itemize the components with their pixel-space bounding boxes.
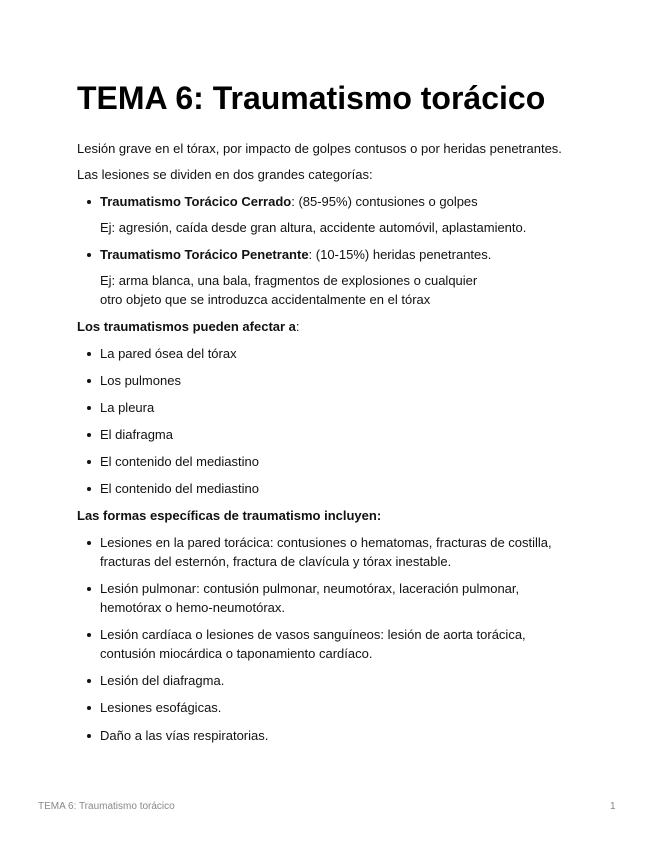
bullet-icon <box>87 487 91 491</box>
list-item: Lesión pulmonar: contusión pulmonar, neumotórax, laceración pulmonar, <box>100 581 520 596</box>
list-item: Los pulmones <box>100 373 181 388</box>
bullet-icon <box>87 460 91 464</box>
list-item: Lesión cardíaca o lesiones de vasos sanguíneos: lesión de aorta torácica, <box>100 627 526 642</box>
list-item: El contenido del mediastino <box>100 481 259 496</box>
bullet-icon <box>87 433 91 437</box>
category-example: Ej: arma blanca, una bala, fragmentos de explosiones o cualquier <box>100 273 478 288</box>
bullet-icon <box>87 352 91 356</box>
list-item-continuation: fracturas del esternón, fractura de clavícula y tórax inestable. <box>100 554 452 569</box>
bullet-icon <box>87 587 91 591</box>
bullet-icon <box>87 633 91 637</box>
category-desc: : (10-15%) heridas penetrantes. <box>308 247 492 262</box>
bullet-icon <box>87 379 91 383</box>
list-item: Lesiones en la pared torácica: contusiones o hematomas, fracturas de costilla, <box>100 535 552 550</box>
bullet-icon <box>87 253 91 257</box>
list-item-continuation: hemotórax o hemo-neumotórax. <box>100 600 285 615</box>
forms-heading: Las formas específicas de traumatismo incluyen: <box>77 508 382 523</box>
category-item-closed <box>100 192 478 211</box>
footer-title: TEMA 6: Traumatismo torácico <box>38 801 175 812</box>
category-example: Ej: agresión, caída desde gran altura, accidente automóvil, aplastamiento. <box>100 220 527 235</box>
page-title: TEMA 6: Traumatismo torácico <box>77 80 546 116</box>
bullet-icon <box>87 679 91 683</box>
list-item: La pleura <box>100 400 155 415</box>
list-item: Lesión del diafragma. <box>100 673 225 688</box>
bullet-icon <box>87 200 91 204</box>
category-name: Traumatismo Torácico Cerrado <box>100 194 292 209</box>
bullet-icon <box>87 734 91 738</box>
affect-heading: Los traumatismos pueden afectar a: <box>77 319 300 334</box>
list-item: La pared ósea del tórax <box>100 346 237 361</box>
list-item-continuation: contusión miocárdica o taponamiento cardíaco. <box>100 646 373 661</box>
list-item: El diafragma <box>100 427 173 442</box>
bullet-icon <box>87 541 91 545</box>
category-example: otro objeto que se introduzca accidentalmente en el tórax <box>100 292 431 307</box>
list-item: Lesiones esofágicas. <box>100 700 222 715</box>
category-name: Traumatismo Torácico Penetrante <box>100 247 309 262</box>
bullet-icon <box>87 406 91 410</box>
categories-intro: Las lesiones se dividen en dos grandes categorías: <box>77 167 373 182</box>
category-item-penetrating <box>100 245 491 264</box>
list-item: El contenido del mediastino <box>100 454 259 469</box>
bullet-icon <box>87 706 91 710</box>
category-desc: : (85-95%) contusiones o golpes <box>291 194 478 209</box>
intro-paragraph: Lesión grave en el tórax, por impacto de golpes contusos o por heridas penetrantes. <box>77 141 562 156</box>
list-item: Daño a las vías respiratorias. <box>100 728 269 743</box>
page-number: 1 <box>610 801 616 812</box>
